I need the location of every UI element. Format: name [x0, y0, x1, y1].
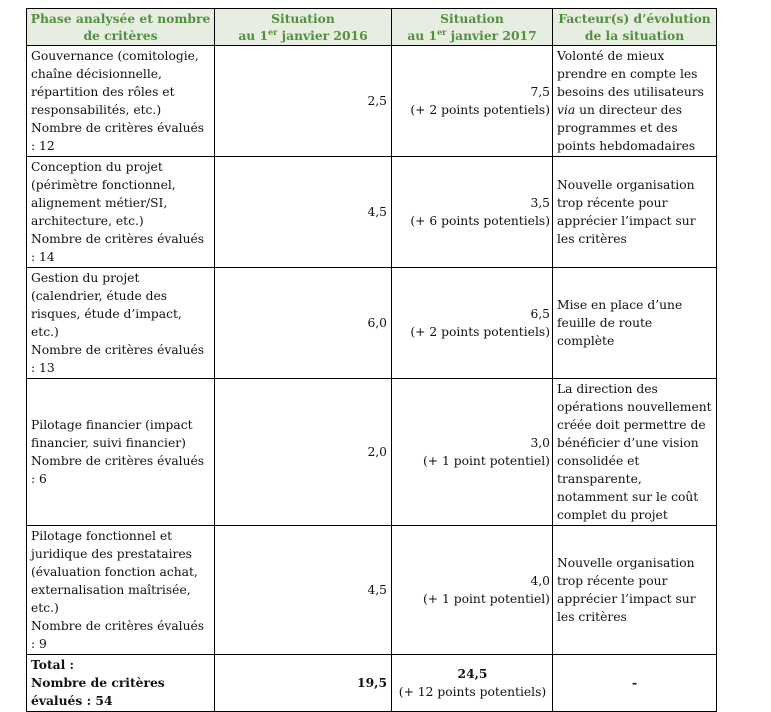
header-situation-2016: [215, 9, 392, 46]
total-criteria: Nombre de critères évalués : 54: [31, 675, 165, 708]
table-row: [27, 526, 717, 655]
phase-label: Pilotage financier (impact financier, suivi financier): [31, 418, 193, 450]
header-2016-line2: [217, 27, 389, 44]
header-phase: Phase analysée et nombre de critères: [27, 9, 215, 46]
score-2016: 6,0: [215, 268, 392, 379]
score-2016: 2,5: [215, 46, 392, 157]
phase-label: Gestion du projet (calendrier, étude des risques, étude d’impact, etc.): [31, 271, 182, 339]
header-2017-line2: [394, 27, 550, 44]
total-points-2017: (+ 12 points potentiels): [398, 685, 547, 699]
phase-label: Gouvernance (comitologie, chaîne décisionnelle, répartition des rôles et responsabilités, etc.): [31, 49, 199, 117]
factor-text-a: Volonté de mieux prendre en compte les besoins des utilisateurs: [557, 49, 704, 99]
phase-label: Conception du projet (périmètre fonctionnel, alignement métier/SI, architecture, etc.): [31, 160, 176, 228]
table-row: [27, 268, 717, 379]
total-label: Total :: [31, 657, 75, 672]
total-score-2017: 24,5: [457, 666, 488, 681]
score-2017-cell: [392, 268, 553, 379]
header-2016-sup: er: [268, 27, 278, 37]
score-2016: 2,0: [215, 379, 392, 526]
score-2017: 6,5: [530, 307, 550, 321]
phase-cell: [27, 46, 215, 157]
score-2017-cell: [392, 379, 553, 526]
factor-cell: Nouvelle organisation trop récente pour apprécier l’impact sur les critères: [553, 526, 717, 655]
total-row: [27, 655, 717, 712]
points-2017: (+ 6 points potentiels): [410, 214, 550, 228]
score-2017: 3,5: [530, 196, 550, 210]
factor-text-b: un directeur des programmes et des points hebdomadaires: [557, 103, 696, 153]
evaluation-table: [26, 8, 717, 712]
table-row: [27, 157, 717, 268]
score-2017-cell: [392, 526, 553, 655]
phase-cell: [27, 526, 215, 655]
total-score-2016: 19,5: [215, 655, 392, 712]
header-2017-au: au 1: [407, 28, 438, 43]
header-factors: Facteur(s) d’évolution de la situation: [553, 9, 717, 46]
header-2016-date: janvier 2016: [277, 28, 368, 43]
total-factor: -: [553, 655, 717, 712]
score-2017: 4,0: [530, 574, 550, 588]
table-row: [27, 379, 717, 526]
criteria-count: Nombre de critères évalués : 6: [31, 454, 205, 486]
phase-cell: [27, 268, 215, 379]
phase-cell: [27, 379, 215, 526]
score-2016: 4,5: [215, 526, 392, 655]
factor-cell: [553, 46, 717, 157]
header-2016-line1: Situation: [271, 11, 335, 26]
score-2017-cell: [392, 157, 553, 268]
points-2017: (+ 1 point potentiel): [422, 454, 550, 468]
factor-cell: La direction des opérations nouvellement créée doit permettre de bénéficier d’une vision consolidée et transparente, notamment sur le coût complet du projet: [553, 379, 717, 526]
header-2016-au: au 1: [238, 28, 269, 43]
total-label-cell: [27, 655, 215, 712]
criteria-count: Nombre de critères évalués : 13: [31, 343, 205, 375]
factor-text-italic: via: [557, 103, 576, 117]
header-row: [27, 9, 717, 46]
phase-label: Pilotage fonctionnel et juridique des prestataires (évaluation fonction achat, externalisation maîtrisée, etc.): [31, 529, 198, 615]
score-2017: 7,5: [530, 85, 550, 99]
points-2017: (+ 2 points potentiels): [410, 103, 550, 117]
header-2017-sup: er: [437, 27, 447, 37]
score-2016: 4,5: [215, 157, 392, 268]
header-situation-2017: [392, 9, 553, 46]
score-2017: 3,0: [530, 436, 550, 450]
criteria-count: Nombre de critères évalués : 14: [31, 232, 205, 264]
factor-cell: Mise en place d’une feuille de route complète: [553, 268, 717, 379]
criteria-count: Nombre de critères évalués : 9: [31, 619, 205, 651]
score-2017-cell: [392, 46, 553, 157]
criteria-count: Nombre de critères évalués : 12: [31, 121, 205, 153]
factor-cell: Nouvelle organisation trop récente pour apprécier l’impact sur les critères: [553, 157, 717, 268]
table-row: [27, 46, 717, 157]
total-score-2017-cell: [392, 655, 553, 712]
points-2017: (+ 2 points potentiels): [410, 325, 550, 339]
points-2017: (+ 1 point potentiel): [422, 592, 550, 606]
phase-cell: [27, 157, 215, 268]
header-2017-line1: Situation: [440, 11, 504, 26]
header-2017-date: janvier 2017: [446, 28, 537, 43]
